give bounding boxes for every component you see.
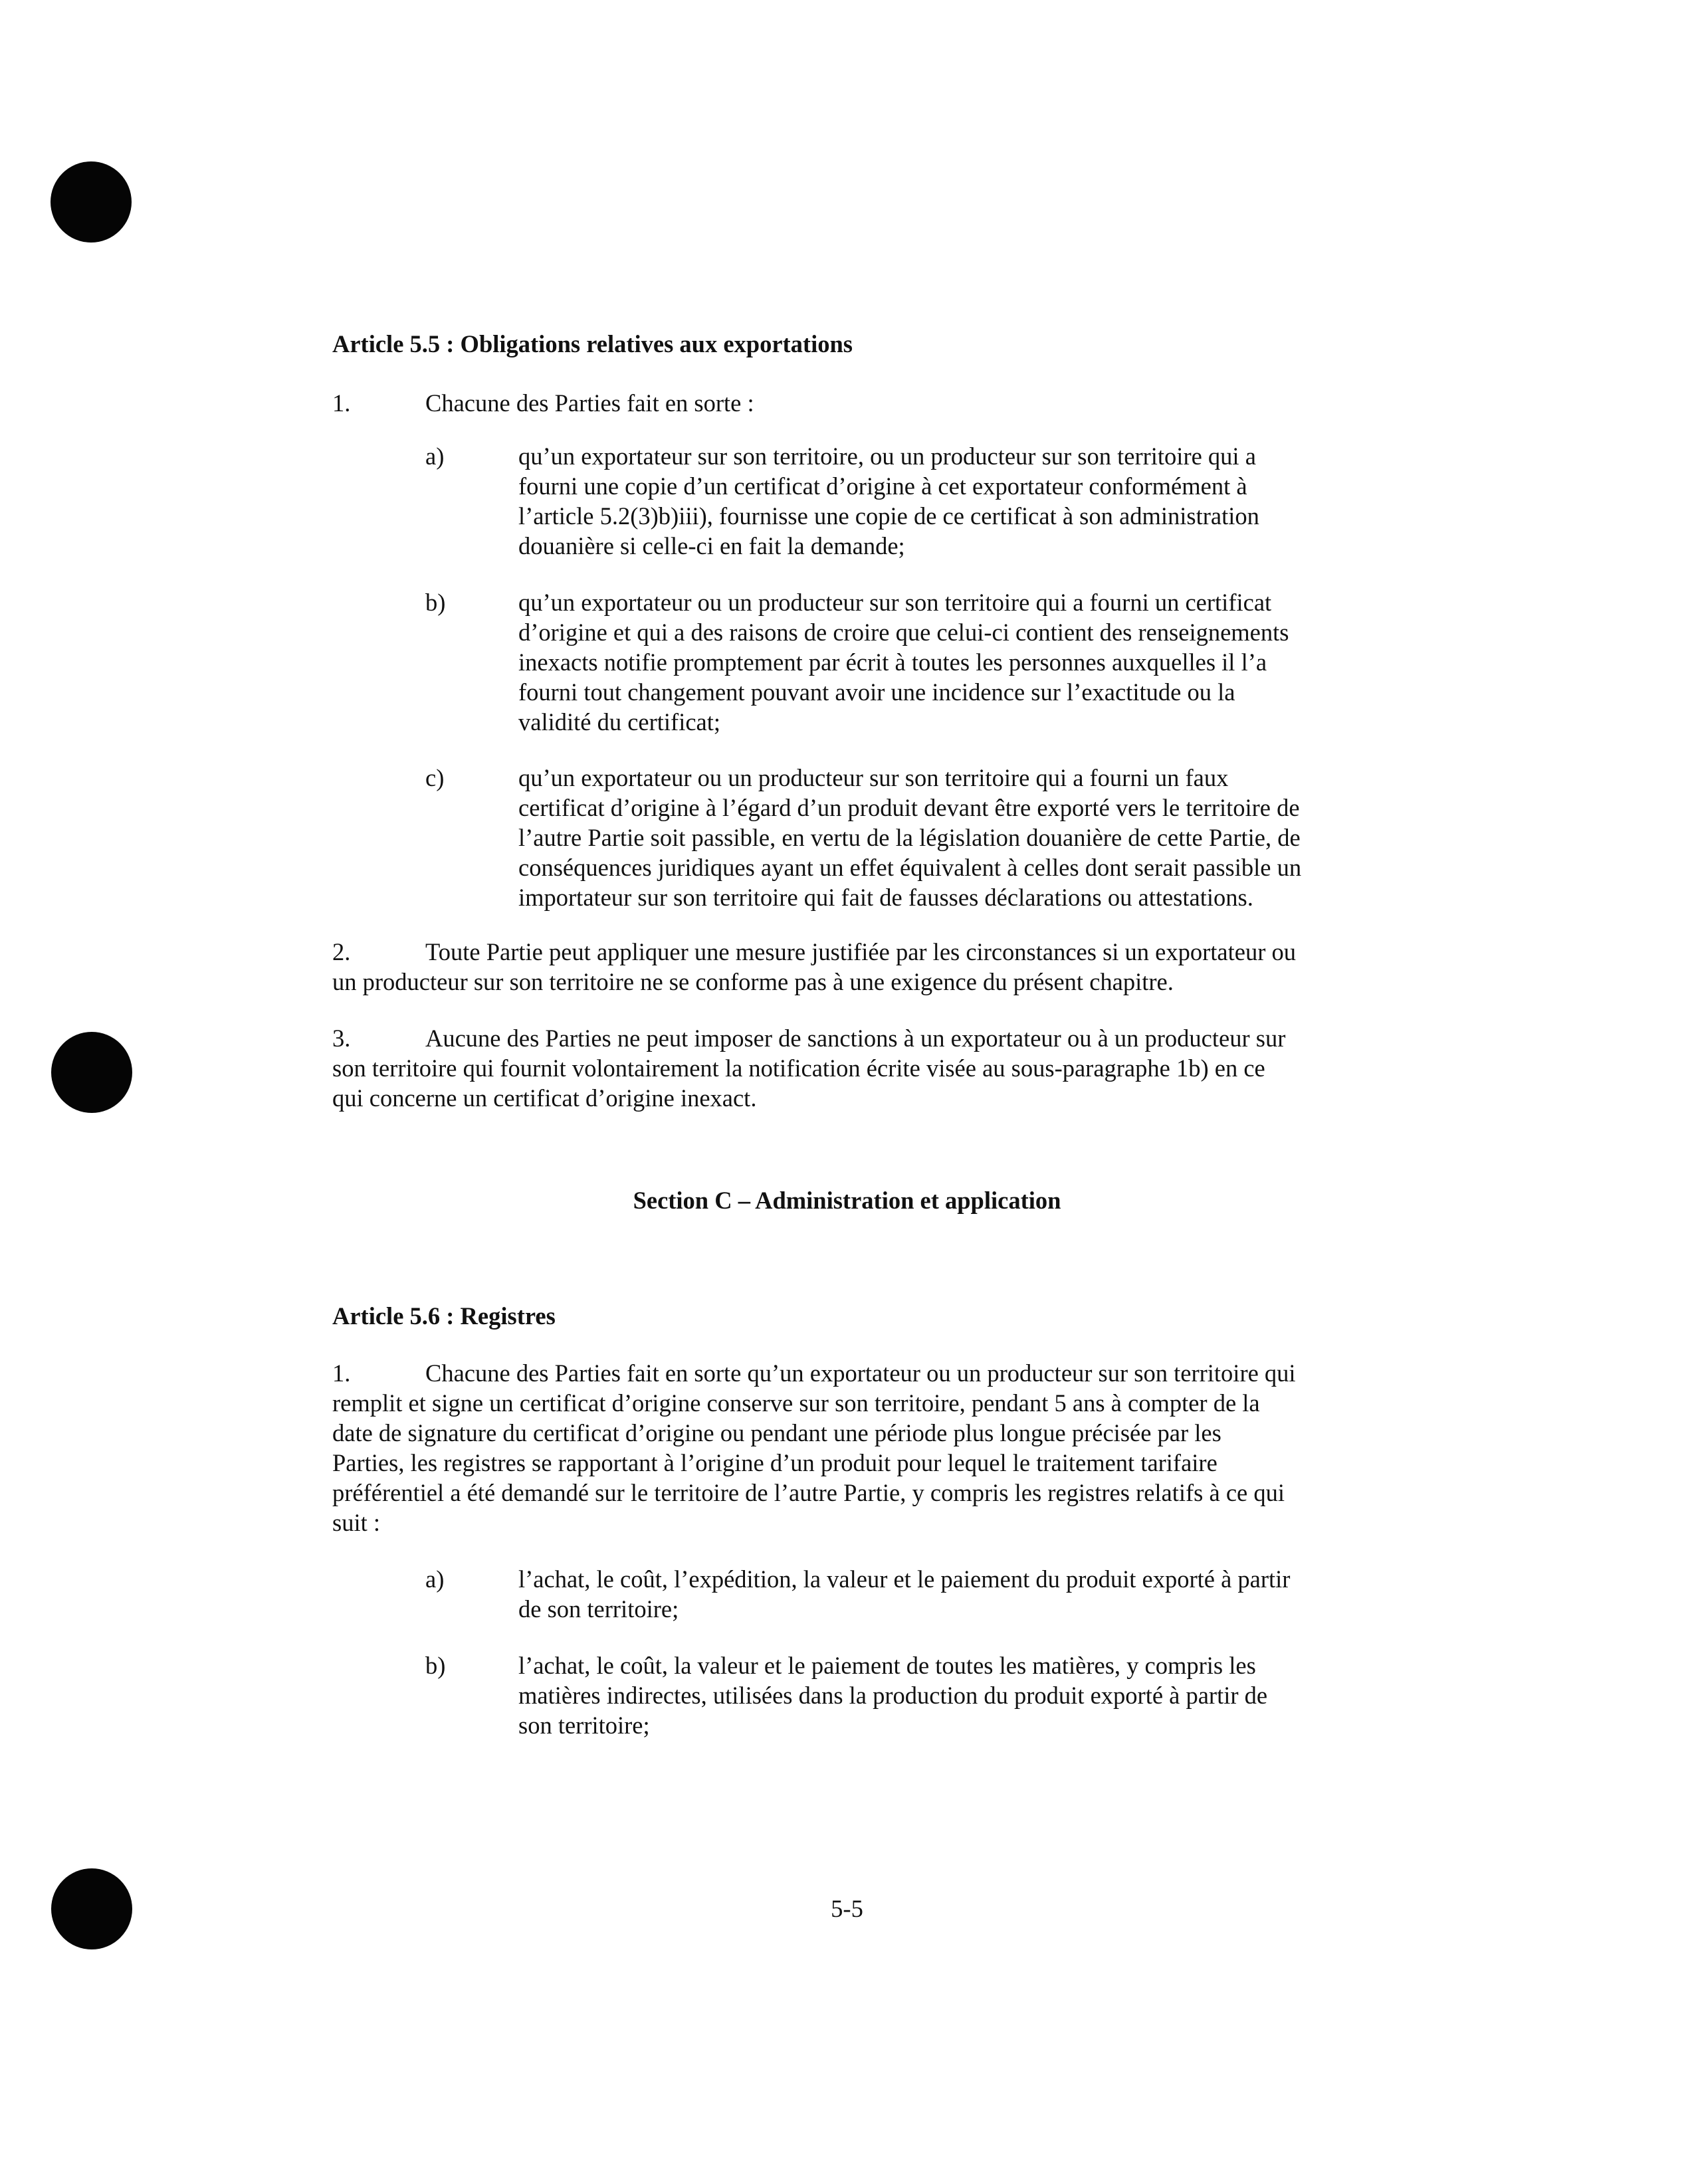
text-line: importateur sur son territoire qui fait de fausses déclarations ou attestations. <box>518 884 1253 911</box>
text-line: l’autre Partie soit passible, en vertu de la législation douanière de cette Partie, de <box>518 824 1301 851</box>
article-5-6-item-a-label: a) <box>425 1565 445 1593</box>
text-line: Chacune des Parties fait en sorte qu’un exportateur ou un producteur sur son territoire qui <box>425 1359 1296 1387</box>
article-5-6-p1-number: 1. <box>332 1359 351 1387</box>
article-5-5-p1-number: 1. <box>332 389 351 417</box>
article-5-6-item-b-label: b) <box>425 1652 446 1679</box>
text-line: date de signature du certificat d’origine ou pendant une période plus longue précisée par les <box>332 1419 1221 1446</box>
article-5-5-p3-number: 3. <box>332 1025 351 1052</box>
section-c-heading: Section C – Administration et application <box>633 1187 1061 1214</box>
text-line: préférentiel a été demandé sur le territoire de l’autre Partie, y compris les registres relatifs à ce qui <box>332 1479 1285 1506</box>
text-line: un producteur sur son territoire ne se conforme pas à une exigence du présent chapitre. <box>332 968 1174 995</box>
text-line: qu’un exportateur sur son territoire, ou un producteur sur son territoire qui a <box>518 443 1256 470</box>
punch-hole-middle <box>51 1032 132 1113</box>
text-line: fourni tout changement pouvant avoir une incidence sur l’exactitude ou la <box>518 678 1235 706</box>
page-number: 5-5 <box>831 1895 863 1922</box>
punch-hole-top <box>51 161 132 243</box>
text-line: inexacts notifie promptement par écrit à toutes les personnes auxquelles il l’a <box>518 648 1267 676</box>
article-5-6-item-b-text <box>518 1650 1267 1740</box>
text-line: fourni une copie d’un certificat d’origine à cet exportateur conformément à <box>518 472 1247 500</box>
text-line: Toute Partie peut appliquer une mesure justifiée par les circonstances si un exportateur ou <box>425 938 1296 965</box>
text-line: son territoire; <box>518 1712 650 1739</box>
article-5-5-item-c-text <box>518 763 1301 912</box>
text-line: validité du certificat; <box>518 708 721 736</box>
text-line: son territoire qui fournit volontairement la notification écrite visée au sous-paragraphe 1b) en ce <box>332 1054 1265 1082</box>
article-5-5-item-b-text <box>518 587 1289 737</box>
text-line: qu’un exportateur ou un producteur sur son territoire qui a fourni un certificat <box>518 589 1272 616</box>
article-5-5-p2-number: 2. <box>332 938 351 965</box>
text-line: l’achat, le coût, la valeur et le paiement de toutes les matières, y compris les <box>518 1652 1256 1679</box>
article-5-6-p1-text <box>332 1358 1296 1538</box>
article-5-5-heading: Article 5.5 : Obligations relatives aux exportations <box>332 330 853 357</box>
text-line: qu’un exportateur ou un producteur sur son territoire qui a fourni un faux <box>518 764 1229 791</box>
article-5-6-heading: Article 5.6 : Registres <box>332 1302 556 1330</box>
text-line: remplit et signe un certificat d’origine conserve sur son territoire, pendant 5 ans à compter de la <box>332 1389 1260 1417</box>
text-line: conséquences juridiques ayant un effet équivalent à celles dont serait passible un <box>518 854 1302 881</box>
article-5-6-item-a-text <box>518 1564 1290 1624</box>
text-line: matières indirectes, utilisées dans la production du produit exporté à partir de <box>518 1682 1268 1709</box>
article-5-5-p3-text <box>332 1023 1285 1113</box>
text-line: Aucune des Parties ne peut imposer de sanctions à un exportateur ou à un producteur sur <box>425 1025 1286 1052</box>
article-5-5-item-c-label: c) <box>425 764 445 791</box>
text-line: certificat d’origine à l’égard d’un produit devant être exporté vers le territoire de <box>518 794 1300 821</box>
text-line: l’achat, le coût, l’expédition, la valeur et le paiement du produit exporté à partir <box>518 1565 1291 1593</box>
text-line: qui concerne un certificat d’origine inexact. <box>332 1084 757 1112</box>
article-5-5-p1-intro: Chacune des Parties fait en sorte : <box>425 389 754 417</box>
text-line: Parties, les registres se rapportant à l’origine d’un produit pour lequel le traitement tarifaire <box>332 1449 1218 1476</box>
article-5-5-item-a-text <box>518 441 1259 561</box>
article-5-5-p2-text <box>332 937 1296 997</box>
text-line: l’article 5.2(3)b)iii), fournisse une copie de ce certificat à son administration <box>518 502 1259 530</box>
text-line: d’origine et qui a des raisons de croire que celui-ci contient des renseignements <box>518 619 1289 646</box>
text-line: suit : <box>332 1509 381 1536</box>
article-5-5-item-a-label: a) <box>425 443 445 470</box>
text-line: de son territoire; <box>518 1595 679 1623</box>
text-line: douanière si celle-ci en fait la demande; <box>518 532 905 559</box>
article-5-5-item-b-label: b) <box>425 589 446 616</box>
